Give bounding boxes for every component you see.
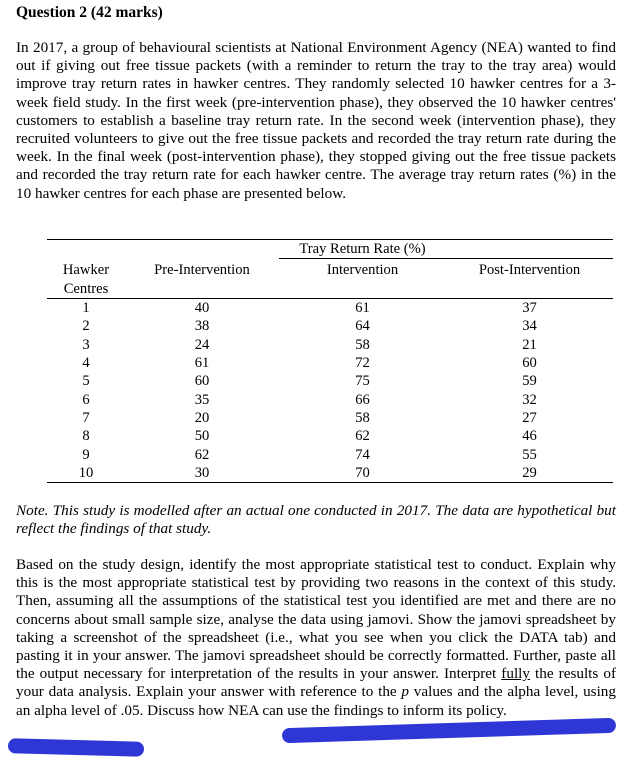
cell-intervention: 66 — [355, 391, 370, 408]
cell-pre: 24 — [194, 336, 210, 353]
group-header: Tray Return Rate (%) — [279, 240, 446, 259]
cell-centre: 2 — [82, 318, 90, 335]
header-spacer — [47, 240, 125, 259]
task-emphasis: fully — [501, 665, 530, 683]
tray-return-table — [47, 239, 613, 483]
cell-post: 34 — [522, 318, 537, 335]
cell-centre: 9 — [82, 446, 90, 463]
cell-post: 59 — [522, 373, 537, 390]
redaction-scribble — [282, 718, 616, 743]
cell-intervention: 62 — [355, 428, 370, 445]
table-row — [47, 446, 613, 464]
intro-paragraph: In 2017, a group of behavioural scientists at National Environment Agency (NEA) wanted to find out if giving out free tissue packets (with a reminder to return the tray to the tray area) would improve tray return rates in hawker centres. They randomly selected 10 hawker centres for a 3-week field study. In the first week (pre-intervention phase), they observed the 10 hawker centres' customers to establish a baseline tray return rate. In the second week (intervention phase), they recruited volunteers to give out the free tissue packets and recorded the tray return rate during the week. In the final week (post-intervention phase), they stopped giving out the free tissue packets and recorded the tray return rate for each hawker centre. The average tray return rates (%) in the 10 hawker centres for each phase are presented below. — [16, 39, 616, 202]
cell-intervention: 64 — [355, 318, 370, 335]
cell-post: 32 — [522, 391, 537, 408]
cell-pre: 35 — [194, 391, 210, 408]
cell-centre: 3 — [82, 336, 90, 353]
table-row — [47, 409, 613, 427]
table-row — [47, 317, 613, 335]
col-header-centres: Centres — [47, 280, 125, 299]
cell-intervention: 72 — [355, 354, 370, 371]
cell-post: 46 — [522, 428, 537, 445]
cell-pre: 61 — [194, 354, 210, 371]
table-row — [47, 464, 613, 483]
cell-centre: 5 — [82, 373, 90, 390]
cell-intervention: 74 — [355, 446, 370, 463]
cell-centre: 4 — [82, 354, 90, 371]
task-text: the results of your data analysis. Explain your answer with reference to the — [16, 665, 616, 701]
cell-post: 60 — [522, 354, 537, 371]
cell-centre: 6 — [82, 391, 90, 408]
cell-post: 37 — [522, 299, 537, 316]
task-text: values and the alpha level, using an alpha level of .05. Discuss how NEA can use the findings to inform its policy. — [16, 683, 616, 719]
task-paragraph — [16, 556, 616, 720]
table-row — [47, 336, 613, 354]
cell-post: 21 — [522, 336, 537, 353]
cell-pre: 40 — [194, 299, 210, 316]
note-paragraph: Note. This study is modelled after an actual one conducted in 2017. The data are hypothetical but reflect the findings of that study. — [16, 502, 616, 538]
cell-pre: 20 — [194, 409, 210, 426]
cell-centre: 7 — [82, 409, 90, 426]
cell-intervention: 75 — [355, 373, 370, 390]
col-header-intervention: Intervention — [326, 262, 399, 279]
cell-intervention: 70 — [279, 464, 446, 483]
cell-centre: 1 — [82, 299, 90, 316]
cell-pre: 50 — [194, 428, 210, 445]
table-row — [47, 354, 613, 372]
cell-pre: 30 — [125, 464, 279, 483]
table-row — [47, 427, 613, 445]
col-header-post: Post-Intervention — [478, 262, 581, 279]
cell-centre: 8 — [82, 428, 90, 445]
cell-centre: 10 — [47, 464, 125, 483]
col-header-pre: Pre-Intervention — [154, 261, 250, 278]
task-p-symbol: p — [401, 683, 410, 701]
cell-post: 27 — [522, 409, 537, 426]
header-spacer — [125, 240, 279, 259]
table-row — [47, 391, 613, 409]
header-spacer — [446, 240, 613, 259]
cell-intervention: 61 — [355, 299, 370, 316]
cell-intervention: 58 — [355, 409, 370, 426]
table-row — [47, 372, 613, 390]
cell-pre: 62 — [194, 446, 210, 463]
cell-pre: 38 — [194, 318, 210, 335]
redaction-scribble — [8, 738, 144, 757]
col-header-hawker: Hawker — [62, 261, 110, 278]
cell-post: 29 — [446, 464, 613, 483]
cell-post: 55 — [522, 446, 537, 463]
cell-intervention: 58 — [355, 336, 370, 353]
table-row — [47, 298, 613, 317]
table-body — [47, 298, 613, 482]
question-heading: Question 2 (42 marks) — [16, 4, 163, 21]
cell-pre: 60 — [194, 373, 210, 390]
task-text: Based on the study design, identify the most appropriate statistical test to conduct. Explain why this is the most appropriate statistical test by providing two reasons in the context of this study. Then, assuming all the assumptions of the statistical test you identified are met and there are no concerns about small sample size, analyse the data using jamovi. Show the jamovi spreadsheet by taking a screenshot of the spreadsheet (i.e., what you see when you click the DATA tab) and pasting it in your answer. The jamovi spreadsheet should be correctly formatted. Further, paste all the output necessary for interpretation of the results in your answer. Interpret — [16, 556, 616, 683]
